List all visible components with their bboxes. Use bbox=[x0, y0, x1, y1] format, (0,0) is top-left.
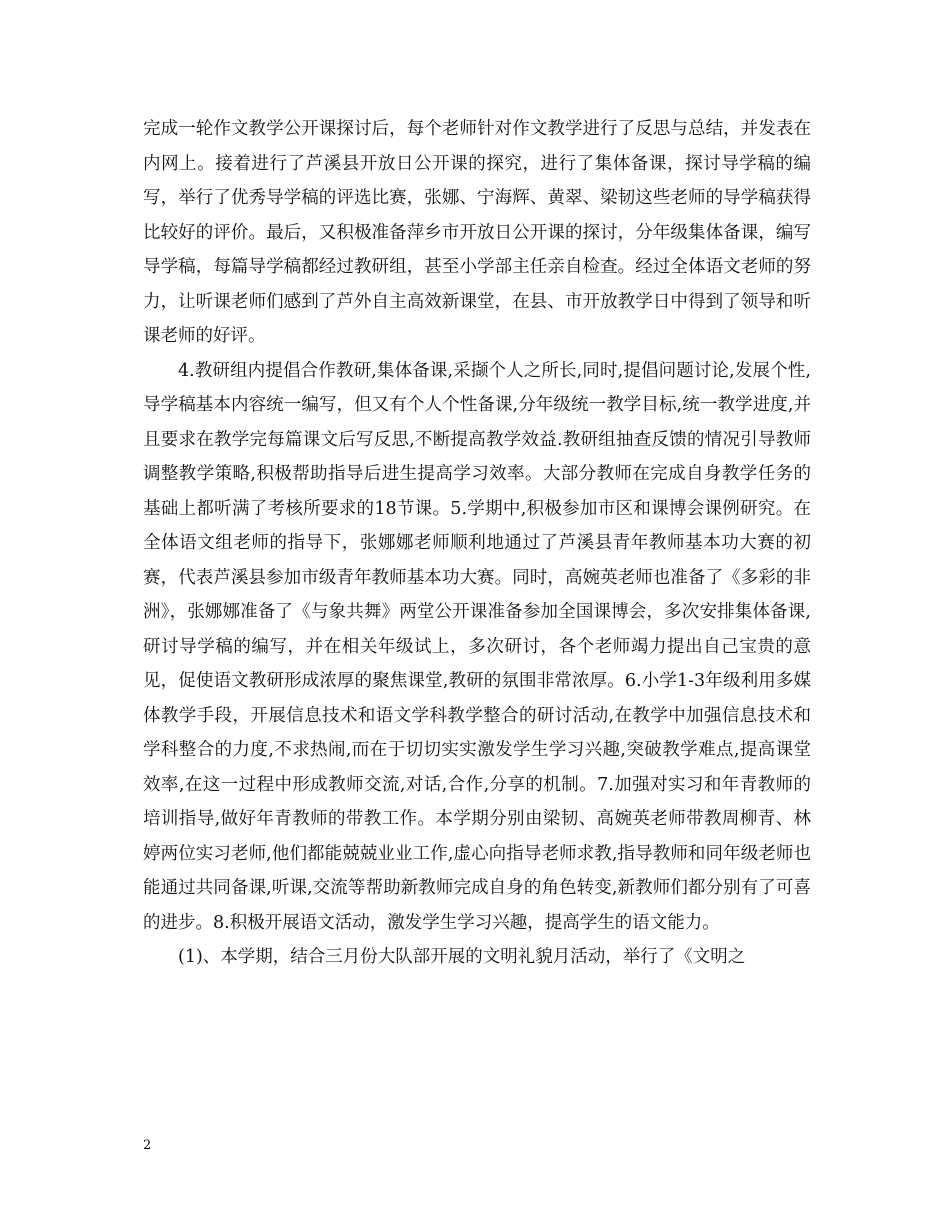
paragraph-3: (1)、本学期，结合三月份大队部开展的文明礼貌月活动，举行了《文明之 bbox=[178, 947, 746, 967]
paragraph-1: 完成一轮作文教学公开课探讨后，每个老师针对作文教学进行了反思与总结，并发表在内网上。接着进行了芦溪县开放日公开课的探究，进行了集体备课，探讨导学稿的编写，举行了优秀导学稿的评选比赛，张娜、宁海辉、黄翠、梁韧这些老师的导学稿获得比较好的评价。最后，又积极准备萍乡市开放日公开课的探讨，分年级集体备课，编写导学稿，每篇导学稿都经过教研组，甚至小学部主任亲自检查。经过全体语文老师的努力，让听课老师们感到了芦外自主高效新课堂，在县、市开放教学日中得到了领导和听课老师的好评。 bbox=[143, 119, 811, 346]
page-number: 2 bbox=[143, 1138, 152, 1153]
paragraph-2: 4.教研组内提倡合作教研,集体备课,采撷个人之所长,同时,提倡问题讨论,发展个性,导学稿基本内容统一编写，但又有个人个性备课,分年级统一教学目标,统一教学进度,并且要求在教学完每篇课文后写反思,不断提高教学效益.教研组抽查反馈的情况引导教师调整教学策略,积极帮助指导后进生提高学习效率。大部分教师在完成自身教学任务的基础上都听满了考核所要求的18节课。5.学期中,积极参加市区和课博会课例研究。在全体语文组老师的指导下，张娜娜老师顺利地通过了芦溪县青年教师基本功大赛的初赛，代表芦溪县参加市级青年教师基本功大赛。同时，高婉英老师也准备了《多彩的非洲》，张娜娜准备了《与象共舞》两堂公开课准备参加全国课博会，多次安排集体备课,研讨导学稿的编写，并在相关年级试上，多次研讨，各个老师竭力提出自己宝贵的意见，促使语文教研形成浓厚的聚焦课堂,教研的氛围非常浓厚。6.小学1-3年级利用多媒体教学手段，开展信息技术和语文学科教学整合的研讨活动,在教学中加强信息技术和学科整合的力度,不求热闹,而在于切切实实激发学生学习兴趣,突破教学难点,提高课堂效率,在这一过程中形成教师交流,对话,合作,分享的机制。7.加强对实习和年青教师的培训指导,做好年青教师的带教工作。本学期分别由梁韧、高婉英老师带教周柳青、林婷两位实习老师,他们都能兢兢业业工作,虚心向指导老师求教,指导教师和同年级老师也能通过共同备课,听课,交流等帮助新教师完成自身的角色转变,新教师们都分别有了可喜的进步。8.积极开展语文活动，激发学生学习兴趣，提高学生的语文能力。 bbox=[143, 360, 811, 933]
document-body bbox=[143, 112, 811, 975]
